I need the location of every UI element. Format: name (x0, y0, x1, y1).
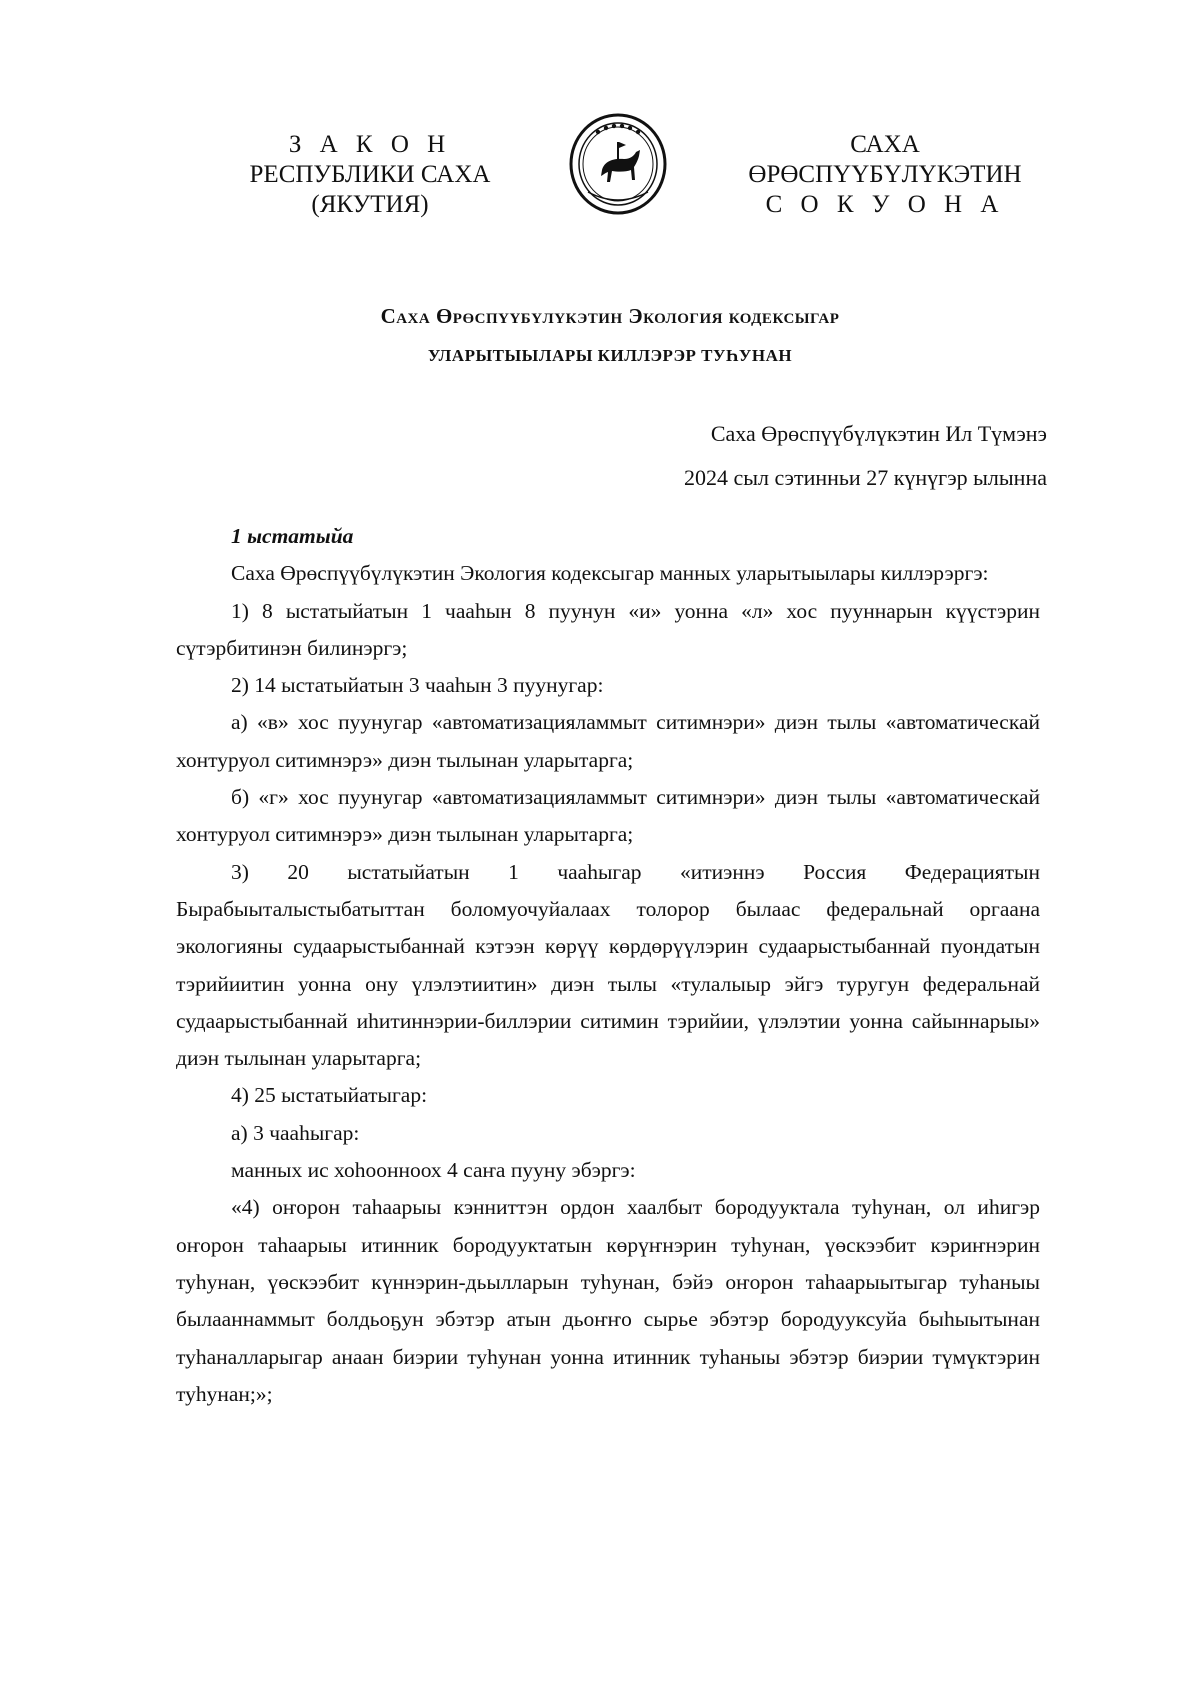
paragraph: 3) 20 ыстатыйатын 1 чааһыгар «итиэннэ Россия Федерациятын Бырабыыталыстыбатыттан боломуочуйалаах толорор былаас федеральнай оргаана экологияны судаарыстыбаннай кэтээн көрүү көрдөрүүлэрин судаарыстыбаннай пуондатын тэрийиитин уонна ону үлэлэтиитин» диэн тылы «тулалыыр эйгэ туругун федеральнай судаарыстыбаннай иһитиннэрии-биллэрии ситимин тэрийии, үлэлэтии уонна сайыннарыы» диэн тылынан уларытарга; (176, 859, 1040, 1071)
adopted-date: 2024 сыл сэтинньи 27 күнүгэр ылынна (683, 465, 1047, 490)
document-title (180, 296, 1040, 376)
article-heading: 1 ыстатыйа (231, 524, 354, 548)
law-label: З А К О Н (288, 131, 452, 158)
paragraph: 4) 25 ыстатыйатыгар: (231, 1083, 428, 1108)
paragraph: 2) 14 ыстатыйатын 3 чааһын 3 пуунугар: (231, 673, 604, 698)
adoption-info (684, 412, 1047, 500)
paragraph: а) 3 чааһыгар: (231, 1120, 360, 1145)
title-line-2: УЛАРЫТЫЫЛАРЫ КИЛЛЭРЭР ТУҺУНАН (427, 346, 793, 365)
header-right (720, 130, 1050, 220)
document-body (176, 518, 1040, 1413)
paragraph: 1) 8 ыстатыйатын 1 чааһын 8 пуунун «и» уонна «л» хос пууннарын күүстэрин сүтэрбитинэн билинэргэ; (176, 598, 1040, 660)
coat-of-arms-emblem-icon (568, 112, 668, 216)
law-label-sakha: С О К У О Н А (765, 191, 1005, 218)
title-line-1: Саха Өрөспүүбүлүкэтин Экология кодексыгар (380, 304, 840, 328)
paragraph: б) «г» хос пуунугар «автоматизацияламмыт ситимнэри» диэн тылы «автоматическай хонтуруол ситимнэрэ» диэн тылынан уларытарга; (176, 785, 1040, 847)
paragraph: «4) оҥорон таһаарыы кэнниттэн ордон хаалбыт бородууктала туһунан, ол иһигэр оҥорон таһаарыы итинник бородууктатын көрүҥнэрин туһунан, үөскээбит кэриҥнэрин туһунан, үөскээбит күннэрин-дьылларын туһунан, бэйэ оҥорон таһаарыытыгар туһаныы былааннаммыт болдьоҕун эбэтэр атын дьоҥҥо сырье эбэтэр бородууксуйа быһыытынан туһаналларыгар анаан биэрии туһунан уонна итинник туһаныы эбэтэр биэрии түмүктэрин туһунан;»; (176, 1195, 1040, 1406)
republic-name-sakha: САХА ӨРӨСПҮҮБҮЛҮКЭТИН (748, 131, 1022, 188)
adopted-by: Саха Өрөспүүбүлүкэтин Ил Түмэнэ (710, 421, 1047, 446)
paragraph: манных ис хоһоонноох 4 саҥа пууну эбэргэ: (231, 1158, 636, 1183)
republic-name-ru: РЕСПУБЛИКИ САХА (ЯКУТИЯ) (249, 161, 491, 218)
header-left (200, 130, 540, 220)
paragraph: а) «в» хос пуунугар «автоматизацияламмыт ситимнэри» диэн тылы «автоматическай хонтуруол ситимнэрэ» диэн тылынан уларытарга; (176, 710, 1040, 772)
paragraph: Саха Өрөспүүбүлүкэтин Экология кодексыгар манных уларытыылары киллэрэргэ: (231, 561, 989, 586)
